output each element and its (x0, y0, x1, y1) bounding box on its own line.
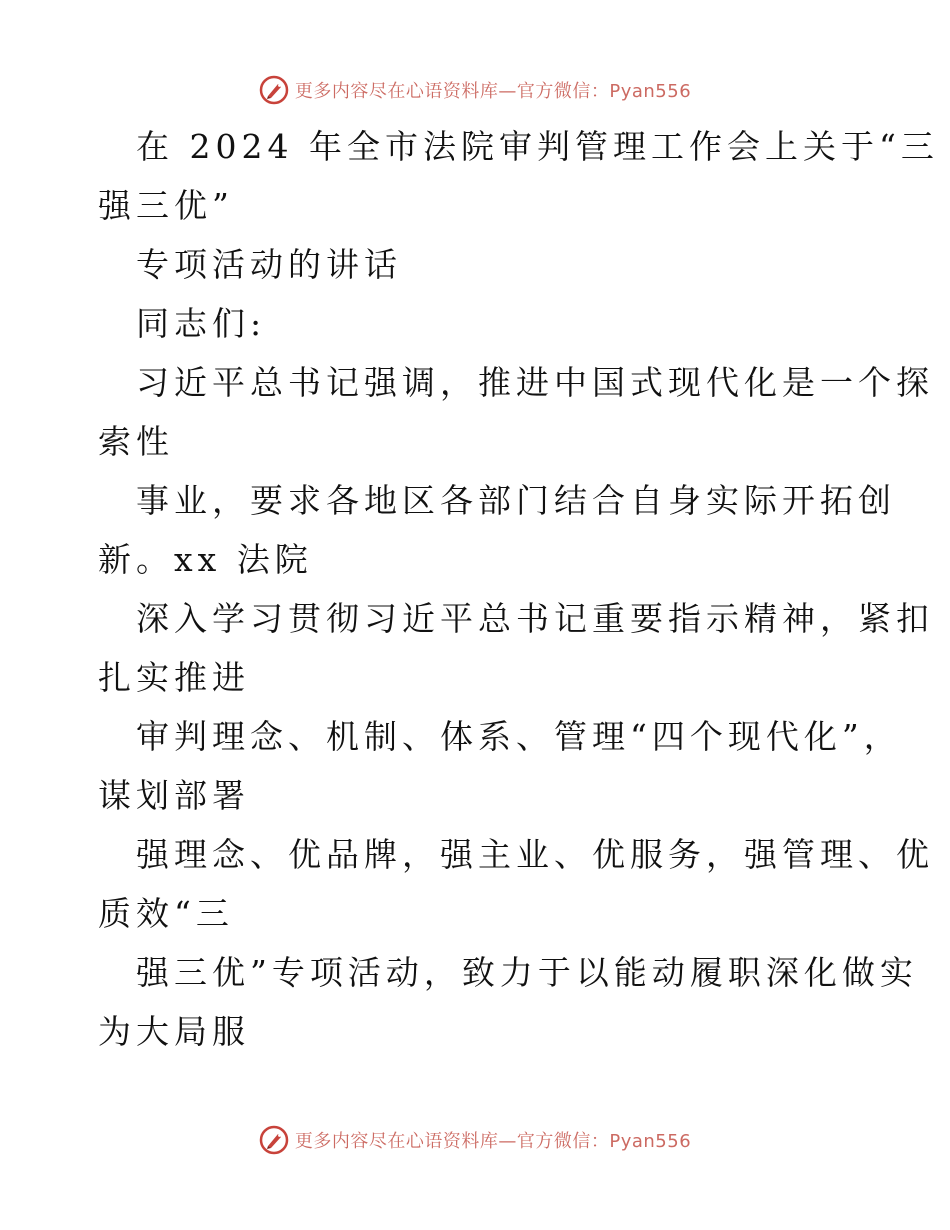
paragraph-line: 深入学习贯彻习近平总书记重要指示精神，紧扣 (136, 599, 934, 638)
paragraph-line: 扎实推进 (98, 658, 250, 697)
pen-logo-icon (259, 1125, 289, 1155)
document-body (98, 117, 939, 1061)
salutation: 同志们: (136, 304, 267, 343)
paragraph-line: 习近平总书记强调，推进中国式现代化是一个探 (136, 363, 934, 402)
paragraph-line: 质效“三 (98, 894, 234, 933)
paragraph-line: 为大局服 (98, 1012, 250, 1051)
paragraph-line: 事业，要求各地区各部门结合自身实际开拓创 (136, 481, 896, 520)
footer-watermark (0, 1120, 950, 1160)
pen-logo-icon (259, 75, 289, 105)
title-line-1: 在 2024 年全市法院审判管理工作会上关于“三 (136, 127, 939, 166)
paragraph-line: 强三优”专项活动，致力于以能动履职深化做实 (136, 953, 918, 992)
watermark-text: 更多内容尽在心语资料库—官方微信：Pyan556 (294, 81, 692, 102)
title-line-3: 专项活动的讲话 (136, 245, 402, 284)
title-line-2: 强三优” (98, 186, 234, 225)
paragraph-line: 审判理念、机制、体系、管理“四个现代化”， (136, 717, 902, 756)
paragraph-line: 新。xx 法院 (98, 540, 313, 579)
header-watermark (0, 70, 950, 110)
paragraph-line: 强理念、优品牌，强主业、优服务，强管理、优 (136, 835, 934, 874)
paragraph-line: 谋划部署 (98, 776, 250, 815)
paragraph-line: 索性 (98, 422, 174, 461)
watermark-text: 更多内容尽在心语资料库—官方微信：Pyan556 (294, 1131, 692, 1152)
